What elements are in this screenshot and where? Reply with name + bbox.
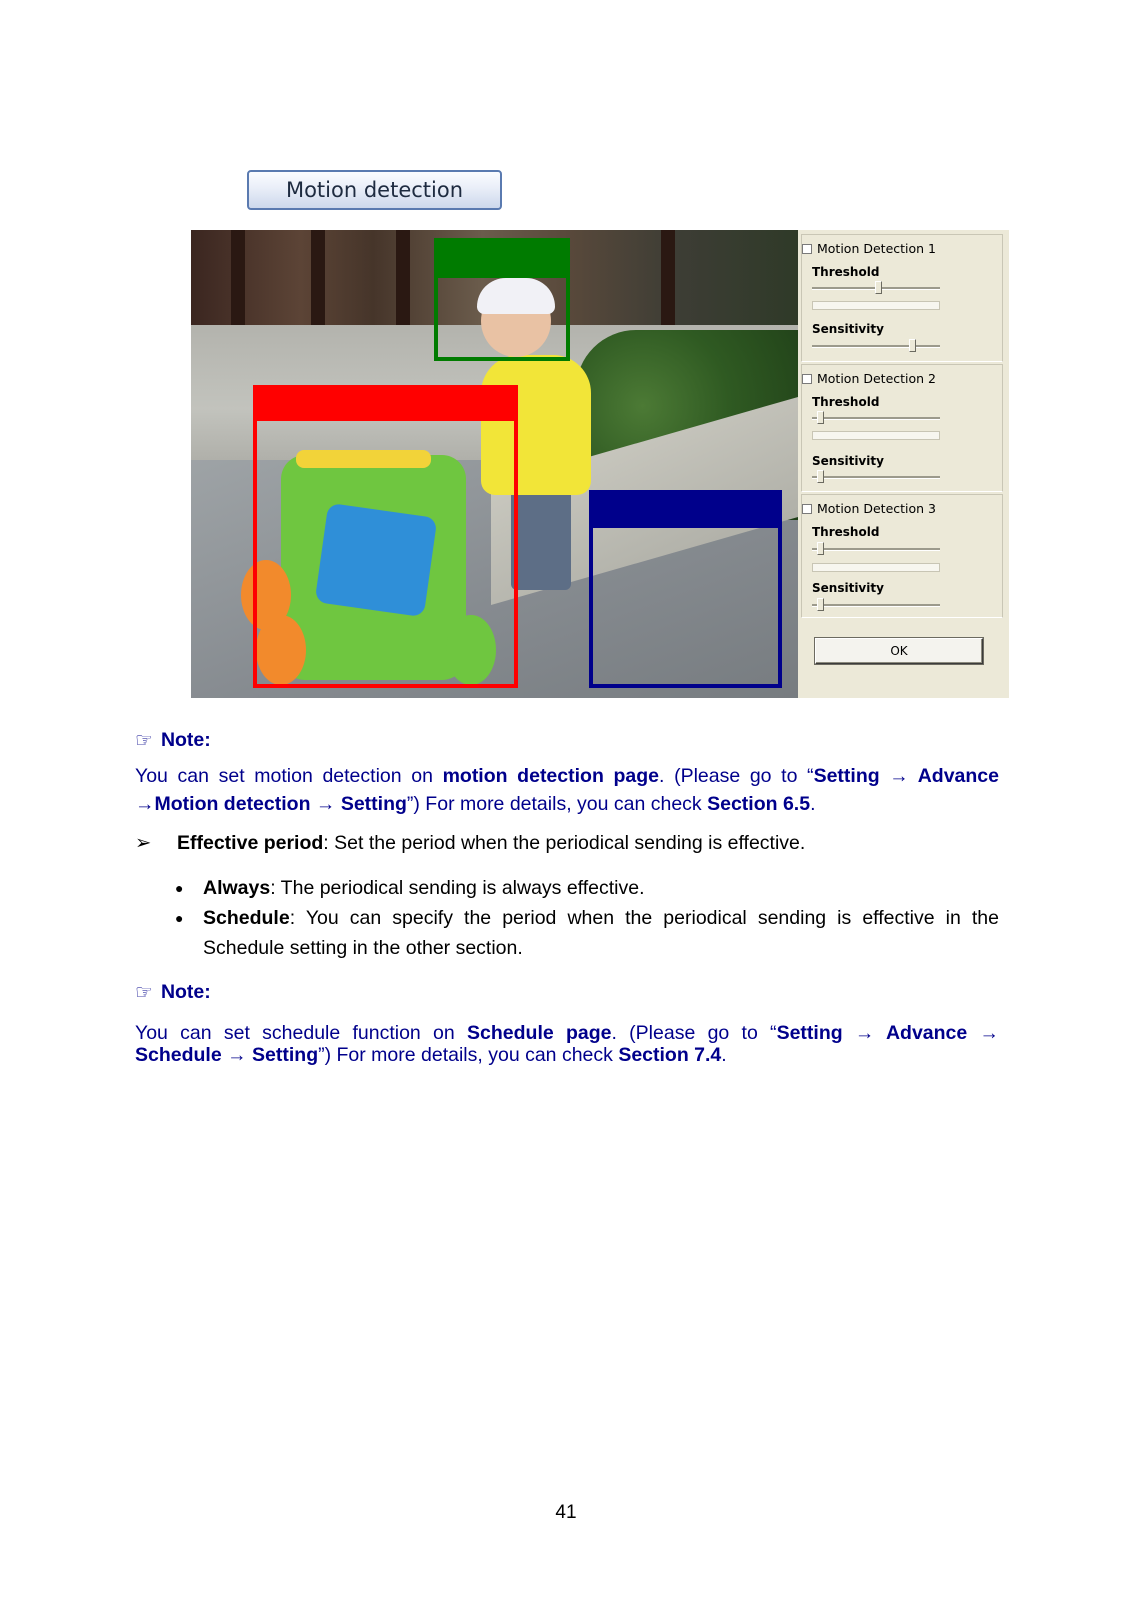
sensitivity-slider-1[interactable] (812, 345, 940, 348)
note-1-text: . (810, 793, 816, 815)
sensitivity-slider-2[interactable] (812, 476, 940, 479)
motion-detection-1-row[interactable] (802, 241, 936, 256)
note-2-heading-text: Note: (160, 981, 211, 1003)
option-schedule (175, 904, 999, 964)
note-2-text: . (721, 1044, 727, 1066)
motion-detection-1-checkbox[interactable] (802, 244, 812, 254)
motion-detection-1-label: Motion Detection 1 (817, 241, 937, 256)
note-2-section-ref: Section 7.4 (618, 1044, 722, 1066)
note-1-path: Setting → Advance (813, 765, 999, 787)
sensitivity-slider-3-thumb[interactable] (817, 598, 824, 611)
motion-region-3[interactable] (589, 490, 782, 688)
motion-detection-3-checkbox[interactable] (802, 504, 812, 514)
note-1-section-ref: Section 6.5 (707, 793, 811, 815)
note-1-text: . (Please go to “ (659, 765, 814, 787)
pointing-hand-icon: ☞ (135, 728, 153, 752)
threshold-slider-1-thumb[interactable] (875, 281, 882, 294)
arrow-bullet-icon: ➢ (135, 832, 152, 854)
note-2-text: ”) For more details, you can check (318, 1044, 619, 1066)
sensitivity-label: Sensitivity (812, 454, 884, 468)
motion-region-2[interactable] (253, 385, 518, 688)
note-1-text: You can set motion detection on (135, 765, 443, 787)
option-term: Always (203, 877, 271, 899)
note-2-path: Setting → Advance → (776, 1022, 1000, 1044)
pillar (396, 230, 410, 340)
threshold-slider-2[interactable] (812, 417, 940, 420)
threshold-meter-2 (812, 431, 940, 440)
note-2-line-2 (135, 1041, 999, 1069)
sensitivity-label: Sensitivity (812, 581, 884, 595)
sensitivity-slider-2-thumb[interactable] (817, 470, 824, 483)
option-text-continued: Schedule setting in the other section. (203, 937, 523, 959)
sensitivity-slider-1-thumb[interactable] (909, 339, 916, 352)
pointing-hand-icon: ☞ (135, 980, 153, 1004)
dot-bullet-icon: ● (175, 910, 184, 926)
note-1-line-2 (135, 790, 999, 818)
pillar (231, 230, 245, 340)
motion-detection-2-group (801, 364, 1003, 492)
note-1-link-page: motion detection page (442, 765, 660, 787)
threshold-slider-3[interactable] (812, 548, 940, 551)
sensitivity-label: Sensitivity (812, 322, 884, 336)
option-text: : The periodical sending is always effective. (270, 877, 645, 899)
child-legs (511, 490, 571, 590)
note-1-path: →Motion detection → Setting (135, 793, 407, 815)
effective-period-term: Effective period (177, 832, 324, 854)
motion-detection-2-checkbox[interactable] (802, 374, 812, 384)
note-2-text: . (Please go to “ (611, 1022, 777, 1044)
dot-bullet-icon: ● (175, 880, 184, 896)
note-1-heading-text: Note: (160, 729, 211, 751)
threshold-slider-3-thumb[interactable] (817, 542, 824, 555)
pillar (661, 230, 675, 340)
ok-button[interactable]: OK (815, 638, 983, 664)
note-2-heading (135, 978, 999, 1006)
motion-detection-2-label: Motion Detection 2 (817, 371, 937, 386)
page-number: 41 (555, 1502, 577, 1523)
threshold-label: Threshold (812, 525, 880, 539)
option-text: : You can specify the period when the periodical sending is effective in the (289, 907, 999, 929)
motion-detection-3-group (801, 494, 1003, 618)
motion-settings-panel (798, 230, 1009, 698)
threshold-label: Threshold (812, 265, 880, 279)
option-term: Schedule (203, 907, 290, 929)
motion-detection-3-label: Motion Detection 3 (817, 501, 937, 516)
motion-detection-figure (191, 230, 1009, 698)
effective-period-text: : Set the period when the periodical sending is effective. (323, 832, 806, 854)
motion-detection-1-group (801, 234, 1003, 362)
motion-detection-2-row[interactable] (802, 371, 936, 386)
camera-view-image (191, 230, 798, 698)
note-2-path: Schedule → Setting (135, 1044, 319, 1066)
threshold-meter-3 (812, 563, 940, 572)
motion-detection-3-row[interactable] (802, 501, 936, 516)
threshold-label: Threshold (812, 395, 880, 409)
threshold-meter-1 (812, 301, 940, 310)
motion-region-1[interactable] (434, 238, 570, 361)
note-1-text: ”) For more details, you can check (406, 793, 708, 815)
note-1-heading (135, 726, 999, 754)
note-2-text: You can set schedule function on (135, 1022, 468, 1044)
motion-detection-button[interactable]: Motion detection (247, 170, 502, 210)
note-2-link-page: Schedule page (467, 1022, 612, 1044)
sensitivity-slider-3[interactable] (812, 604, 940, 607)
pillar (311, 230, 325, 340)
note-1-line-1 (135, 762, 999, 790)
threshold-slider-2-thumb[interactable] (817, 411, 824, 424)
